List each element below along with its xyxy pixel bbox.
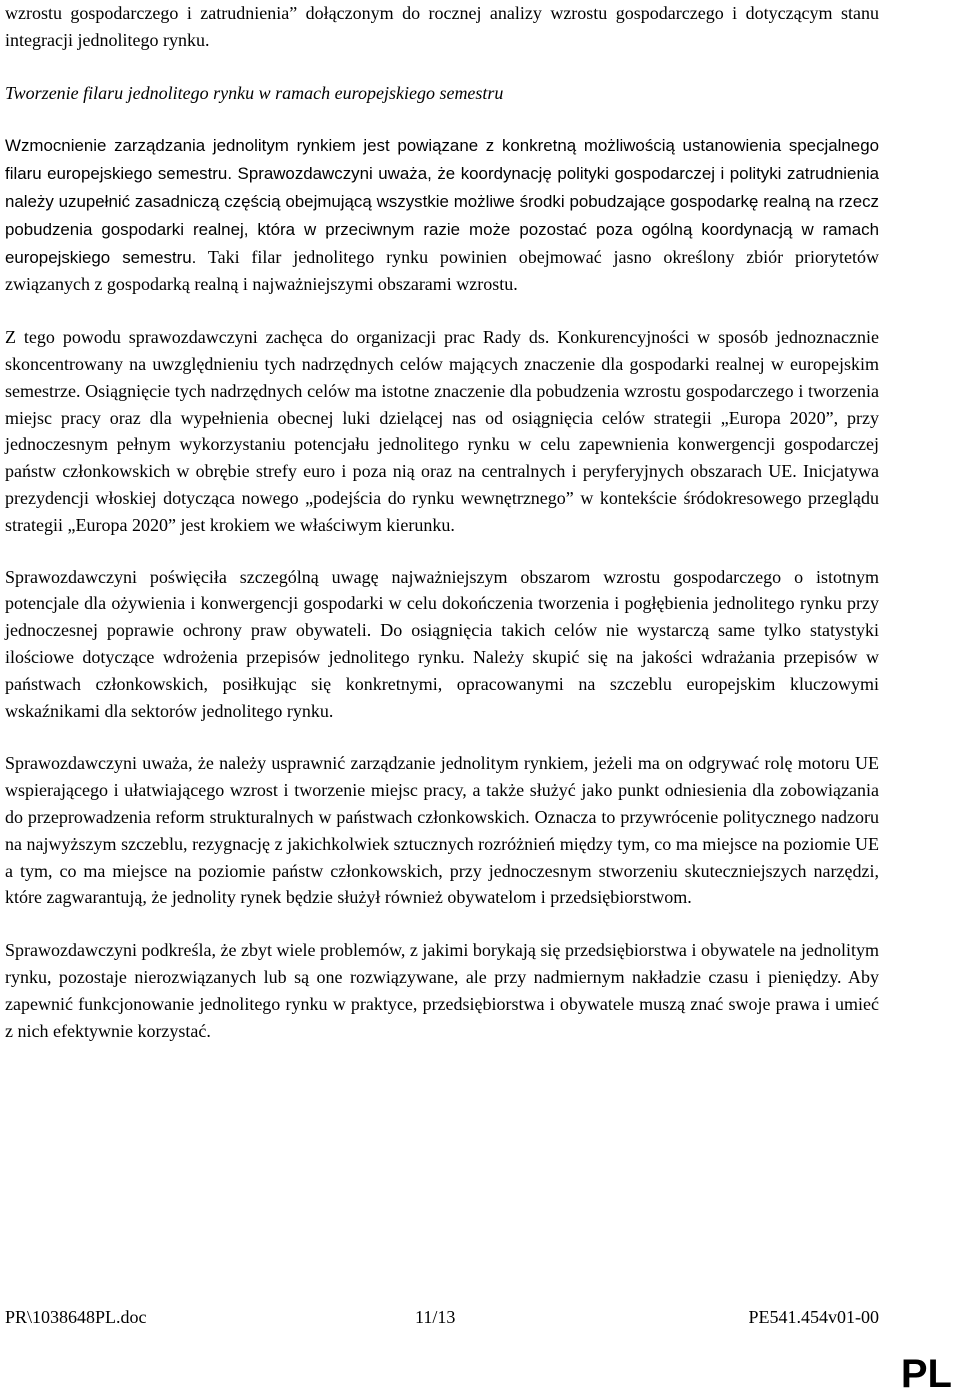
paragraph-continued: wzrostu gospodarczego i zatrudnienia” dołączonym do rocznej analizy wzrostu gospodarczego i dotyczącym stanu integracji jednolitego rynku. — [5, 3, 879, 50]
document-body — [5, 0, 879, 1044]
paragraph-1-part-2: Taki filar jednolitego rynku powinien obejmować jasno określony zbiór priorytetów związanych z gospodarką realną i najważniejszymi obszarami wzrostu. — [5, 246, 879, 295]
footer-file-name: PR\1038648PL.doc — [5, 1307, 147, 1327]
paragraph-3: Sprawozdawczyni poświęciła szczególną uwagę najważniejszym obszarom wzrostu gospodarczego o istotnym potencjale dla ożywienia i konwergencji gospodarki w celu dokończenia tworzenia i pogłębienia jednolitego rynku przy jednoczesnej poprawie ochrony praw obywateli. Do osiągnięcia takich celów nie wystarczą same tylko statystyki ilościowe dotyczące wdrożenia przepisów jednolitego rynku. Należy skupić się na jakości wdrażania przepisów w państwach członkowskich, posiłkując się konkretnymi, opracowanymi na szczeblu europejskim kluczowymi wskaźnikami dla sektorów jednolitego rynku. — [5, 566, 879, 721]
paragraph-1-part-1: Wzmocnienie zarządzania jednolitym rynkiem jest powiązane z konkretną możliwością ustanowienia specjalnego filaru europejskiego semestru. Sprawozdawczyni uważa, że koordynację polityki gospodarczej i polityki zatrudnienia należy uzupełnić zasadniczą częścią obejmującą wszystkie możliwe środki pobudzające gospodarkę realną na rzecz pobudzenia gospodarki realnej, która w przeciwnym razie może pozostać poza ogólną koordynacją w ramach europejskiego semestru. — [5, 136, 879, 267]
footer-page-number: 11/13 — [415, 1307, 456, 1327]
paragraph-4: Sprawozdawczyni uważa, że należy usprawnić zarządzanie jednolitym rynkiem, jeżeli ma on odgrywać rolę motoru UE wspierającego i ułatwiającego wzrost i tworzenie miejsc pracy, a także służyć jako punkt odniesienia dla zobowiązania do przeprowadzenia reform strukturalnych w państwach członkowskich. Oznacza to przywrócenie politycznego nadzoru na najwyższym szczeblu, rezygnację z jakichkolwiek sztucznych rozróżnień między tym, co ma miejsce na poziomie UE a tym, co ma miejsce na poziomie państw członkowskich, przy jednoczesnym stworzeniu skuteczniejszych narzędzi, które zagwarantują, że jednolity rynek będzie służył również obywatelom i przedsiębiorstwom. — [5, 753, 879, 908]
paragraph-5: Sprawozdawczyni podkreśla, że zbyt wiele problemów, z jakimi borykają się przedsiębiorstwa i obywatele na jednolitym rynku, pozostaje nierozwiązanych lub są one rozwiązywane, ale przy nadmiernym nakładzie czasu i pieniędzy. Aby zapewnić funkcjonowanie jednolitego rynku w praktyce, przedsiębiorstwa i obywatele muszą znać swoje prawa i umieć z nich efektywnie korzystać. — [5, 940, 879, 1041]
page-footer — [5, 1304, 879, 1330]
section-heading: Tworzenie filaru jednolitego rynku w ramach europejskiego semestru — [5, 82, 504, 103]
footer-reference: PE541.454v01-00 — [748, 1307, 879, 1327]
paragraph-2: Z tego powodu sprawozdawczyni zachęca do organizacji prac Rady ds. Konkurencyjności w sposób jednoznacznie skoncentrowany na uwzględnieniu tych nadrzędnych celów mających znaczenie dla gospodarki realnej w europejskim semestrze. Osiągnięcie tych nadrzędnych celów ma istotne znaczenie dla pobudzenia wzrostu gospodarczego i tworzenia miejsc pracy oraz dla wypełnienia obecnej luki dzielącej nas od osiągnięcia celów strategii „Europa 2020”, przy jednoczesnym pełnym wykorzystaniu potencjału jednolitego rynku w celu zapewnienia konwergencji gospodarczej państw członkowskich w obrębie strefy euro i poza nią oraz na centralnych i peryferyjnych obszarach UE. Inicjatywa prezydencji włoskiej dotycząca nowego „podejścia do rynku wewnętrznego” w kontekście śródokresowego przeglądu strategii „Europa 2020” jest krokiem we właściwym kierunku. — [5, 327, 879, 535]
paragraph-1 — [5, 132, 879, 298]
language-label: PL — [900, 1352, 952, 1396]
